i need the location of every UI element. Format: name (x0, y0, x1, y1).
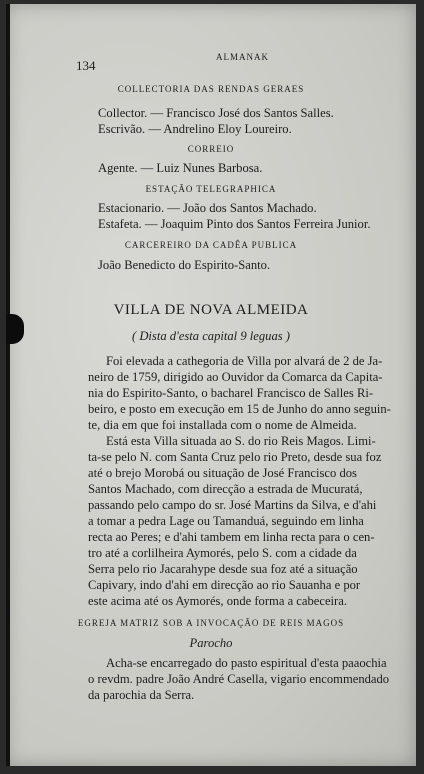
para2-line: até o brejo Morobá ou situação de José Francisco dos (88, 466, 357, 480)
section-heading-igreja: EGREJA MATRIZ SOB A INVOCAÇÃO DE REIS MAGOS (77, 618, 345, 628)
book-page (6, 4, 416, 766)
igreja-para-line: da parochia da Serra. (88, 688, 195, 702)
page-spine-shadow (6, 4, 10, 766)
para2-line: este acima até os Aymorés, onde forma a cabeceira. (88, 594, 347, 608)
section-heading-collectoria: COLLECTORIA DAS RENDAS GERAES (117, 84, 305, 94)
section-heading-carcereiro: CARCEREIRO DA CADÊA PUBLICA (124, 240, 298, 250)
para2-line: a tomar a pedra Lage ou Tamanduá, seguindo em linha (88, 514, 364, 528)
running-title: ALMANAK (216, 52, 269, 62)
estafeta-line: Estafeta. — Joaquim Pinto dos Santos Ferreira Junior. (98, 217, 371, 231)
igreja-para-line: Acha-se encarregado do pasto espiritual d'esta paaochia (106, 656, 387, 670)
para2-line: tro até a corlilheira Aymorés, pelo S. com a cidade da (88, 546, 357, 560)
para2-line: passando pelo campo do sr. José Martins da Silva, e d'ahi (88, 498, 377, 512)
para2-line: Serra pelo rio Jacarahype desde sua foz até a situação (88, 562, 358, 576)
section-heading-correio: CORREIO (187, 144, 235, 154)
escrivao-line: Escrivão. — Andrelino Eloy Loureiro. (98, 122, 292, 136)
para1-line: te, dia em que foi installada com o nome de Almeida. (88, 418, 357, 432)
para1-line: nia do Espirito-Santo, o bacharel Francisco de Salles Ri- (88, 386, 374, 400)
agente-line: Agente. — Luiz Nunes Barbosa. (98, 161, 263, 175)
igreja-para-line: o revdm. padre João André Casella, vigario encommendado (88, 672, 390, 686)
villa-title: VILLA DE NOVA ALMEIDA (113, 302, 309, 318)
carcereiro-line: João Benedicto do Espirito-Santo. (98, 258, 271, 272)
para2-line: Está esta Villa situada ao S. do rio Reis Magos. Limi- (106, 434, 376, 448)
para2-line: ta-se pelo N. com Santa Cruz pelo rio Preto, desde sua foz (88, 450, 382, 464)
section-heading-telegraphica: ESTAÇÃO TELEGRAPHICA (145, 184, 277, 194)
para2-line: recta ao Peres; e d'ahi tambem em linha recta para o cen- (88, 530, 375, 544)
para2-line: Santos Machado, com direcção a estrada de Mucuratá, (88, 482, 363, 496)
collector-line: Collector. — Francisco José dos Santos Salles. (98, 106, 334, 120)
parocho-heading: Parocho (189, 636, 233, 650)
page-number: 134 (76, 58, 96, 73)
para2-line: Capivary, indo d'ahi em direcção ao rio Sauanha e por (88, 578, 361, 592)
para1-line: beiro, e posto em execução em 15 de Junho do anno seguin- (88, 402, 391, 416)
estacionario-line: Estacionario. — João dos Santos Machado. (98, 201, 317, 215)
villa-distance: ( Dista d'esta capital 9 leguas ) (132, 329, 290, 343)
para1-line: Foi elevada a cathegoria de Villa por alvará de 2 de Ja- (106, 354, 383, 368)
para1-line: neiro de 1759, dirigido ao Ouvidor da Comarca da Capita- (88, 370, 383, 384)
